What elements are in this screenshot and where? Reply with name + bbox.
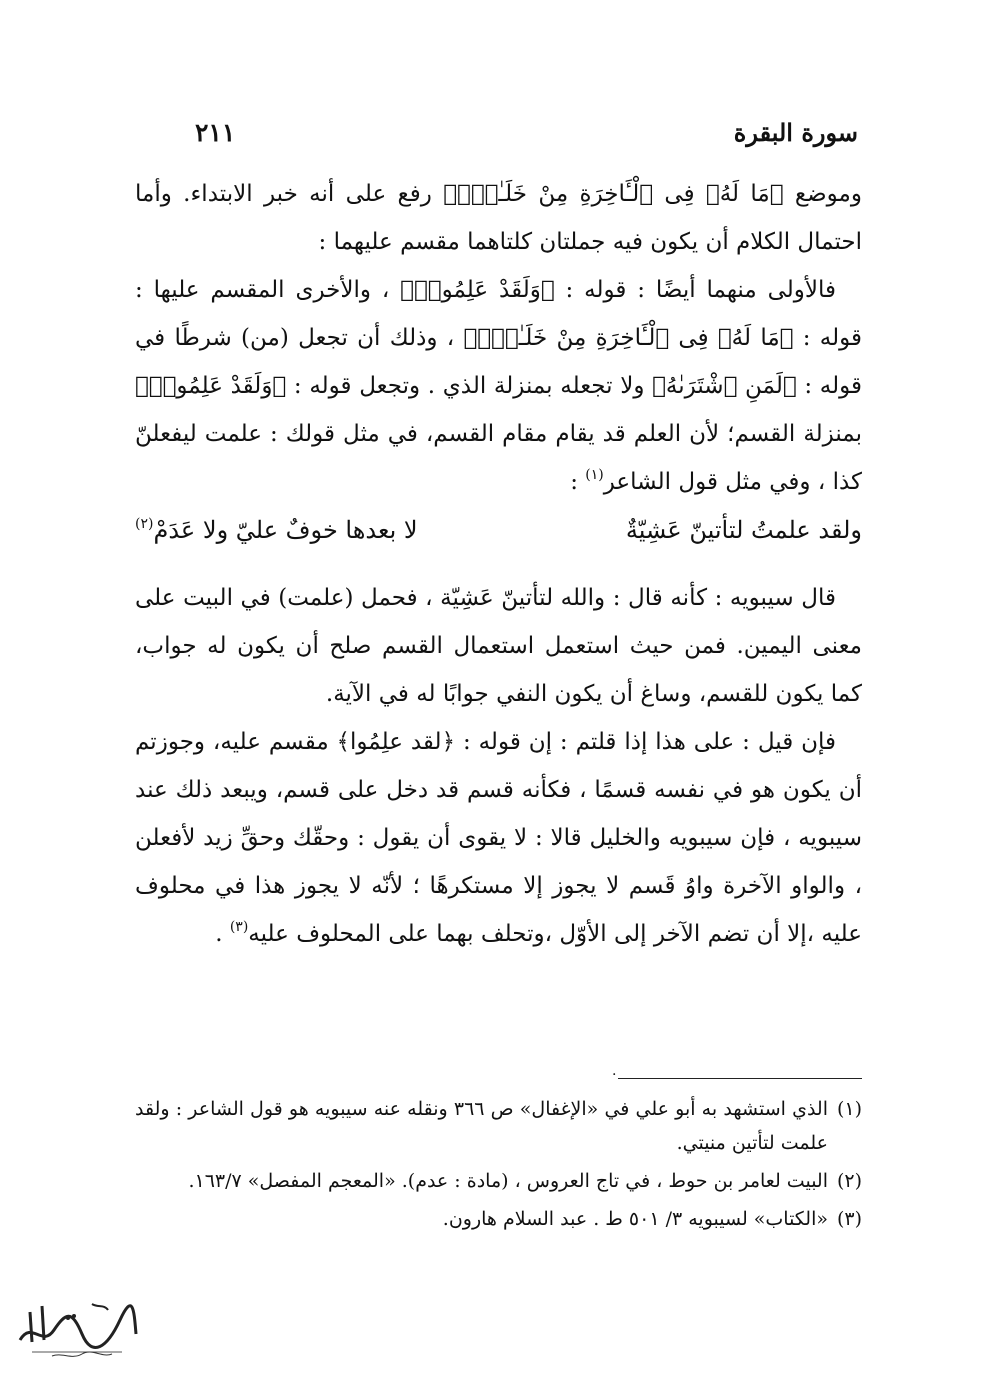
main-text	[135, 170, 862, 958]
footnote-number: (٢)	[836, 1170, 862, 1192]
verse-first-hemistich: ولقد علمتُ لتأتينّ عَشِيّةٌ	[625, 516, 862, 544]
footnote-text: الذي استشهد به أبو علي في «الإغفال» ص ٣٦٦ ونقله عنه سيبويه هو قول الشاعر : ولقد علمت لتأتين منيتي.	[135, 1098, 829, 1154]
page-header	[195, 112, 858, 152]
paragraph-2-text: فالأولى منهما أيضًا : قوله : ﴿وَلَقَدْ عَلِمُوا۟﴾ ، والأخرى المقسم عليها : قوله : ﴿مَا لَهُۥ فِى ٱلْـَٔاخِرَةِ مِنْ خَلَـٰقٍۚ﴾ ، وذلك أن تجعل (من) شرطًا في قوله : ﴿لَمَنِ ٱشْتَرَىٰهُ﴾ ولا تجعله بمنزلة الذي . وتجعل قوله : ﴿وَلَقَدْ عَلِمُوا۟﴾ بمنزلة القسم؛ لأن العلم قد يقام مقام القسم، في مثل قولك : علمت ليفعلنّ كذا ، وفي مثل قول الشاعر	[135, 277, 862, 495]
calligraphy-logo-icon	[12, 1290, 142, 1362]
paragraph-2	[135, 266, 862, 506]
paragraph-4	[135, 718, 862, 958]
page-number: ٢١١	[195, 117, 236, 147]
paragraph-4-end: .	[215, 921, 230, 947]
footnote-item	[135, 1164, 862, 1198]
footnote-marker-2[interactable]: (٢)	[135, 516, 154, 532]
footnote-number: (٣)	[836, 1208, 862, 1230]
verse-second-hemistich	[135, 506, 418, 554]
footnote-marker-3[interactable]: (٣)	[229, 919, 249, 935]
surah-title: سورة البقرة	[733, 117, 858, 147]
footnote-item	[135, 1202, 862, 1236]
paragraph-3: قال سيبويه : كأنه قال : والله لتأتينّ عَشِيّة ، فحمل (علمت) في البيت على معنى اليمين. فمن حيث استعمل استعمال القسم صلح أن يكون له جواب، كما يكون للقسم، وساغ أن يكون النفي جوابًا له في الآية.	[135, 585, 862, 707]
paragraph-4-text: فإن قيل : على هذا إذا قلتم : إن قوله : ﴿لقد علِمُوا﴾ مقسم عليه، وجوزتم أن يكون هو في نفسه قسمًا ، فكأنه قسم قد دخل على قسم، ويبعد ذلك عند سيبويه ، فإن سيبويه والخليل قالا : لا يقوى أن يقول : وحقّك وحقِّ زيد لأفعلن ، والواو الآخرة واوُ قَسم لا يجوز إلا مستكرهًا ؛ لأنّه لا يجوز هذا في محلوف عليه ،إلا أن تضم الآخر إلى الأوّل ،وتحلف بهما على المحلوف عليه	[135, 729, 862, 947]
footnote-separator	[618, 1078, 862, 1079]
paragraph-1: وموضع ﴿مَا لَهُۥ فِى ٱلْـَٔاخِرَةِ مِنْ خَلَـٰقٍۚ﴾ رفع على أنه خبر الابتداء. وأما احتمال الكلام أن يكون فيه جملتان كلتاهما مقسم عليهما :	[135, 181, 862, 255]
footnote-text: «الكتاب» لسيبويه ٣/ ٥٠١ ط . عبد السلام هارون.	[442, 1208, 828, 1230]
footnote-item	[135, 1092, 862, 1160]
poetry-verse	[135, 506, 862, 554]
footnote-marker-1[interactable]: (١)	[585, 467, 604, 483]
verse-second-hemistich-text: لا بعدها خوفٌ عليّ ولا عَدَمْ	[153, 516, 418, 544]
footnote-number: (١)	[836, 1098, 862, 1120]
footnote-text: البيت لعامر بن حوط ، في تاج العروس ، (مادة : عدم). «المعجم المفصل» ١٦٣/٧.	[188, 1170, 828, 1192]
footnotes-section	[135, 1092, 862, 1240]
paragraph-2-end: :	[570, 469, 586, 495]
separator-dot: .	[612, 1063, 617, 1079]
